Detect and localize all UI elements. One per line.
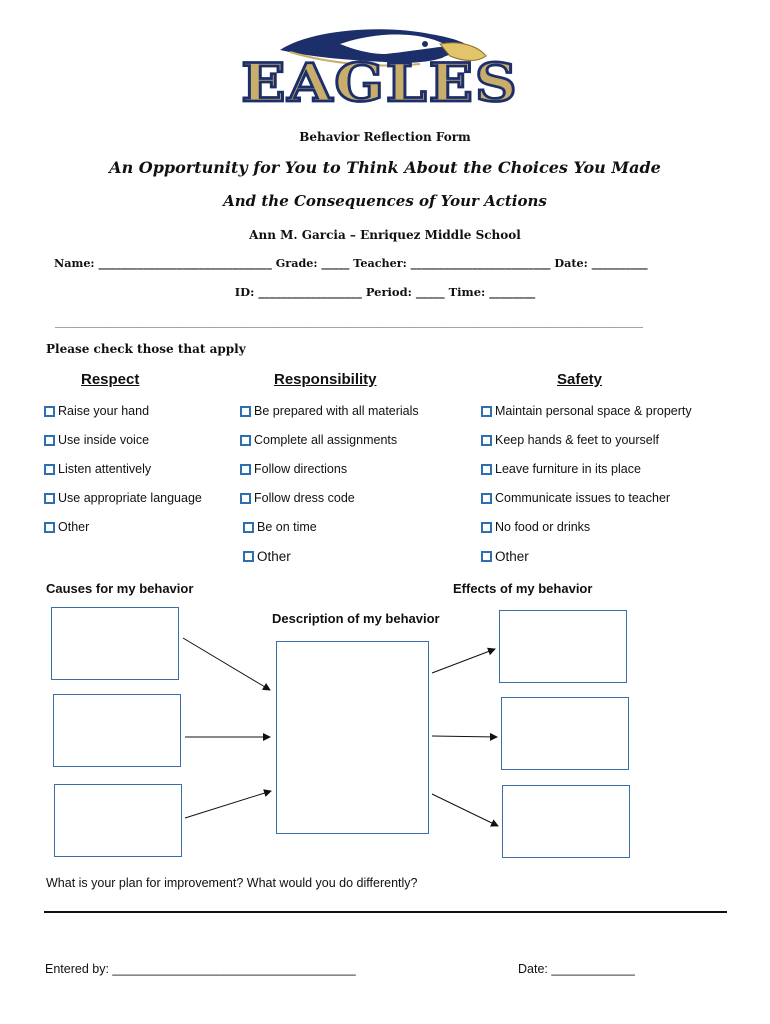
subtitle-choices: An Opportunity for You to Think About the Choices You Made bbox=[109, 158, 661, 177]
eagles-logo bbox=[180, 22, 580, 122]
responsibility-item[interactable]: Follow dress code bbox=[240, 491, 355, 505]
subtitle-consequences: And the Consequences of Your Actions bbox=[223, 192, 547, 210]
responsibility-heading: Responsibility bbox=[274, 371, 377, 388]
checkbox[interactable] bbox=[44, 406, 55, 417]
effect-box-2[interactable] bbox=[501, 697, 629, 770]
checkbox[interactable] bbox=[481, 551, 492, 562]
respect-item[interactable]: Use appropriate language bbox=[44, 491, 202, 505]
checkbox[interactable] bbox=[243, 551, 254, 562]
arrow-cause-1 bbox=[183, 638, 270, 690]
description-box[interactable] bbox=[276, 641, 429, 834]
arrow-cause-3 bbox=[185, 791, 271, 818]
safety-item[interactable]: Leave furniture in its place bbox=[481, 462, 641, 476]
logo-wordmark: EAGLES bbox=[241, 52, 519, 115]
safety-heading: Safety bbox=[557, 371, 603, 388]
cause-box-2[interactable] bbox=[53, 694, 181, 767]
effect-box-1[interactable] bbox=[499, 610, 627, 683]
responsibility-item[interactable]: Be prepared with all materials bbox=[240, 404, 419, 418]
cause-box-1[interactable] bbox=[51, 607, 179, 680]
checkbox[interactable] bbox=[481, 406, 492, 417]
checkbox[interactable] bbox=[240, 435, 251, 446]
effect-box-3[interactable] bbox=[502, 785, 630, 858]
responsibility-item[interactable]: Follow directions bbox=[240, 462, 347, 476]
checkbox[interactable] bbox=[481, 493, 492, 504]
respect-heading: Respect bbox=[81, 371, 140, 388]
arrow-effect-3 bbox=[432, 794, 498, 826]
arrow-effect-1 bbox=[432, 649, 495, 673]
checkbox[interactable] bbox=[481, 435, 492, 446]
respect-item[interactable]: Use inside voice bbox=[44, 433, 149, 447]
responsibility-item[interactable]: Be on time bbox=[243, 520, 317, 534]
plan-answer-line[interactable] bbox=[44, 911, 727, 913]
checkbox[interactable] bbox=[44, 464, 55, 475]
cause-box-3[interactable] bbox=[54, 784, 182, 857]
respect-item[interactable]: Listen attentively bbox=[44, 462, 151, 476]
effects-label: Effects of my behavior bbox=[453, 581, 593, 596]
form-title: Behavior Reflection Form bbox=[299, 130, 471, 144]
safety-item[interactable]: Communicate issues to teacher bbox=[481, 491, 670, 505]
causes-label: Causes for my behavior bbox=[46, 581, 194, 596]
checkbox[interactable] bbox=[44, 435, 55, 446]
checkbox[interactable] bbox=[243, 522, 254, 533]
info-fields-line-2[interactable]: ID: __________________ Period: _____ Time: ________ bbox=[234, 285, 536, 299]
checkbox[interactable] bbox=[44, 493, 55, 504]
info-fields-line-1[interactable]: Name: _______________________________ Grade: _____ Teacher: _________________________ Date: __________ bbox=[54, 256, 648, 270]
checkbox[interactable] bbox=[240, 493, 251, 504]
respect-item[interactable]: Other bbox=[44, 520, 89, 534]
entered-by-field[interactable]: Entered by: ___________________________________ bbox=[45, 962, 356, 976]
checkbox[interactable] bbox=[44, 522, 55, 533]
plan-question: What is your plan for improvement? What would you do differently? bbox=[46, 876, 418, 890]
checkbox[interactable] bbox=[481, 522, 492, 533]
description-label: Description of my behavior bbox=[272, 611, 440, 626]
check-instructions: Please check those that apply bbox=[46, 342, 246, 356]
responsibility-item[interactable]: Complete all assignments bbox=[240, 433, 397, 447]
checkbox[interactable] bbox=[240, 464, 251, 475]
safety-item[interactable]: Keep hands & feet to yourself bbox=[481, 433, 659, 447]
school-name: Ann M. Garcia – Enriquez Middle School bbox=[249, 228, 521, 242]
safety-item[interactable]: Other bbox=[481, 549, 529, 564]
arrow-effect-2 bbox=[432, 736, 497, 737]
respect-item[interactable]: Raise your hand bbox=[44, 404, 149, 418]
footer-date-field[interactable]: Date: ____________ bbox=[518, 962, 635, 976]
divider-line: ________________________________________________________________________________________________________________ bbox=[55, 316, 643, 328]
checkbox[interactable] bbox=[481, 464, 492, 475]
safety-item[interactable]: No food or drinks bbox=[481, 520, 590, 534]
responsibility-item[interactable]: Other bbox=[243, 549, 291, 564]
checkbox[interactable] bbox=[240, 406, 251, 417]
safety-item[interactable]: Maintain personal space & property bbox=[481, 404, 692, 418]
